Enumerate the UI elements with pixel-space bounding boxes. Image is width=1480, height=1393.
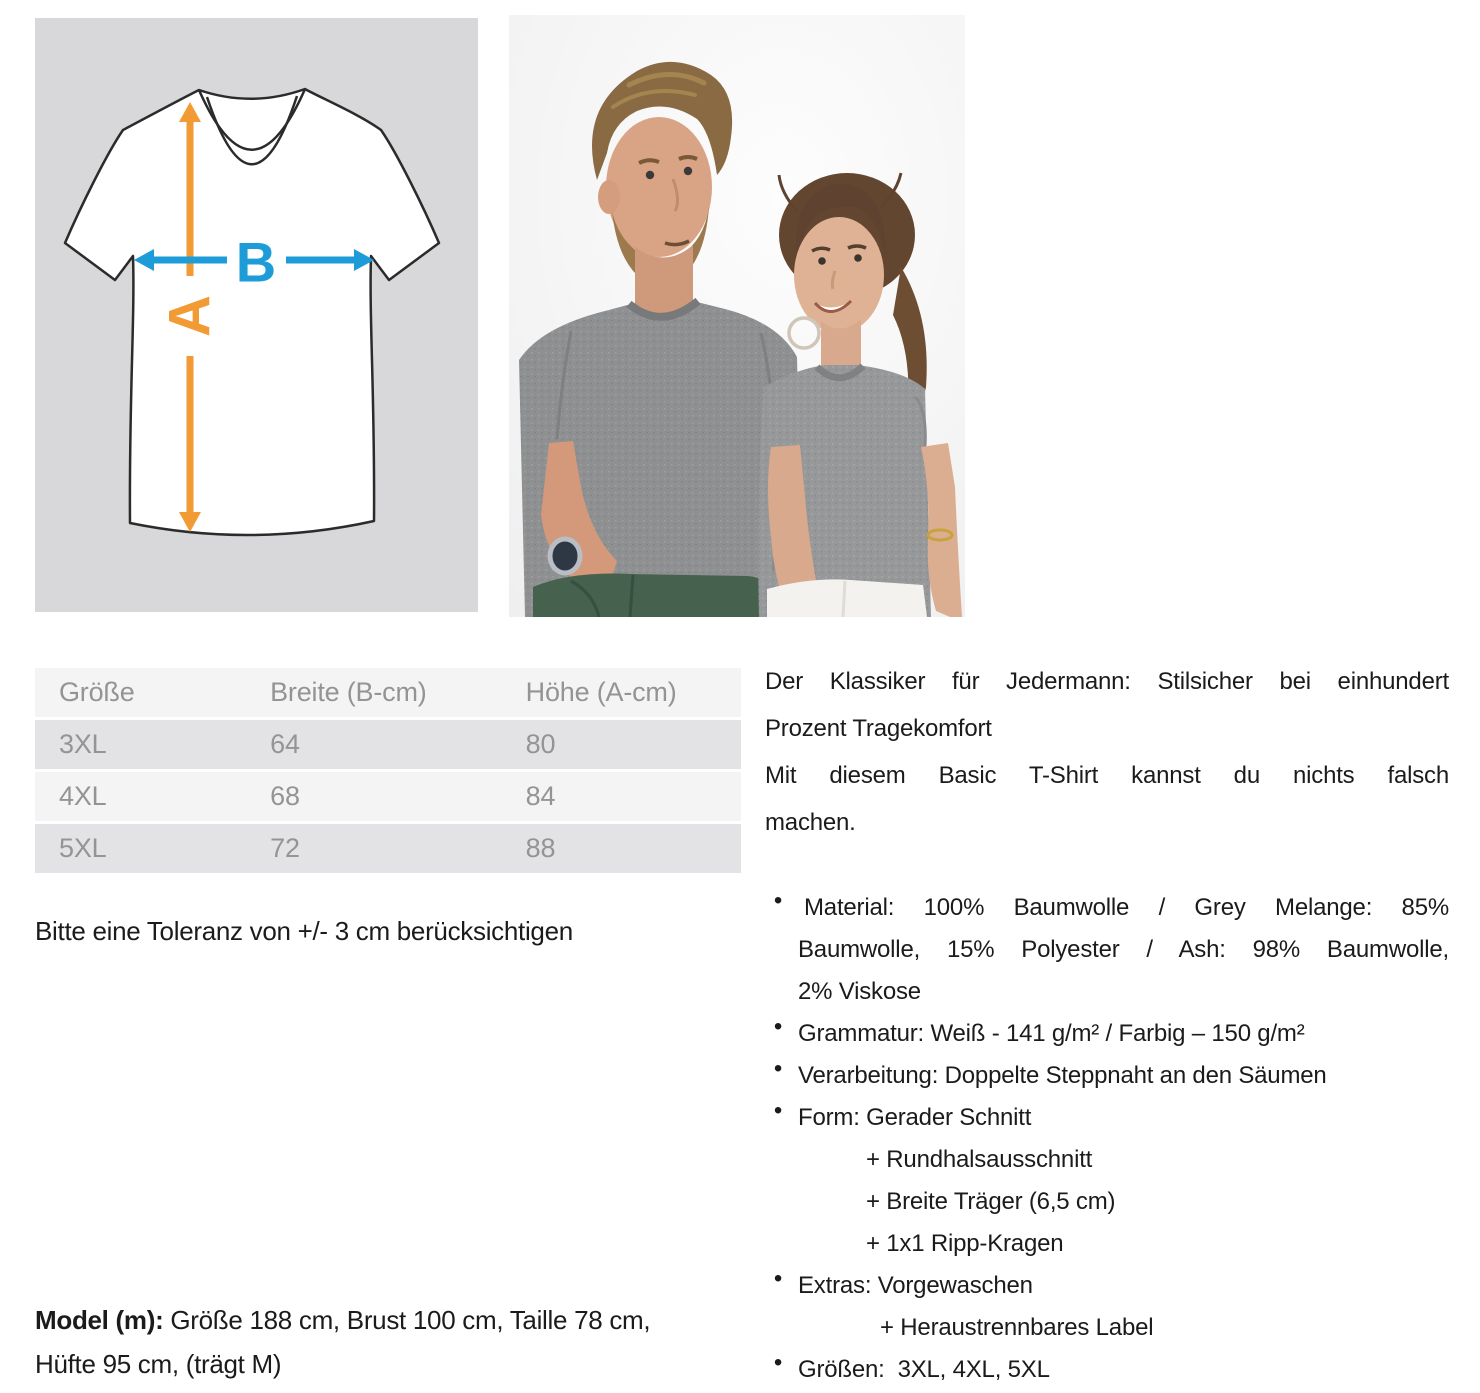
bullet-verarbeitung — [765, 1055, 1449, 1097]
bullet-extras — [765, 1265, 1449, 1307]
bullet-form — [765, 1097, 1449, 1139]
description-intro-line: Mit diesem Basic T-Shirt kannst du nichts falsch — [765, 762, 1449, 789]
model-info-label: Model (m): — [35, 1305, 164, 1335]
cell-breite: 68 — [270, 772, 526, 824]
product-photo — [509, 15, 965, 617]
cell-size: 3XL — [35, 720, 270, 772]
bullet-material — [765, 887, 1449, 1013]
description-bullet-list — [765, 887, 1449, 1391]
size-table — [35, 668, 741, 876]
table-row-4xl — [35, 772, 741, 824]
tolerance-note: Bitte eine Toleranz von +/- 3 cm berücksichtigen — [35, 916, 573, 946]
tshirt-body-shape — [65, 89, 439, 535]
model-info-line2: Hüfte 95 cm, (trägt M) — [35, 1349, 282, 1379]
bullet-icon: • — [773, 1055, 783, 1082]
model-info-line1 — [35, 1298, 745, 1342]
couple-wearing-grey-tshirts-photo — [509, 15, 965, 617]
cell-breite: 72 — [270, 824, 526, 876]
bullet-icon: • — [773, 1013, 783, 1040]
form-sub-traeger: + Breite Träger (6,5 cm) — [866, 1188, 1116, 1215]
col-header-groesse: Größe — [35, 668, 270, 720]
bullet-icon: • — [773, 1097, 783, 1124]
model-info — [35, 1298, 745, 1386]
table-row-3xl — [35, 720, 741, 772]
extras-text: Extras: Vorgewaschen — [798, 1272, 1033, 1299]
material-line1: Material: 100% Baumwolle / Grey Melange: 85% — [804, 894, 1449, 921]
bullet-icon: • — [773, 887, 783, 914]
cell-hoehe: 80 — [526, 720, 741, 772]
form-text: Form: Gerader Schnitt — [798, 1104, 1032, 1131]
size-diagram — [35, 18, 478, 612]
material-line2: Baumwolle, 15% Polyester / Ash: 98% Baumwolle, — [798, 936, 1449, 963]
measure-label-b: B — [235, 230, 277, 294]
cell-size: 5XL — [35, 824, 270, 876]
cell-size: 4XL — [35, 772, 270, 824]
extras-sub-label: + Heraustrennbares Label — [880, 1314, 1154, 1341]
description-intro-line: Prozent Tragekomfort — [765, 715, 992, 742]
model-info-details1: Größe 188 cm, Brust 100 cm, Taille 78 cm, — [163, 1305, 651, 1335]
col-header-hoehe: Höhe (A-cm) — [526, 668, 741, 720]
description-intro-line: machen. — [765, 809, 856, 836]
measure-label-a: A — [157, 295, 223, 337]
groessen-text: Größen: 3XL, 4XL, 5XL — [798, 1356, 1050, 1383]
size-table-header-row — [35, 668, 741, 720]
cell-hoehe: 84 — [526, 772, 741, 824]
bullet-icon: • — [773, 1265, 783, 1292]
col-header-breite: Breite (B-cm) — [270, 668, 526, 720]
bullet-icon: • — [773, 1349, 783, 1376]
bullet-groessen — [765, 1349, 1449, 1391]
description-intro-line: Der Klassiker für Jedermann: Stilsicher bei einhundert — [765, 668, 1449, 695]
form-sub-rundhals: + Rundhalsausschnitt — [866, 1146, 1093, 1173]
material-line3: 2% Viskose — [798, 978, 921, 1005]
cell-hoehe: 88 — [526, 824, 741, 876]
cell-breite: 64 — [270, 720, 526, 772]
tshirt-outline-illustration — [35, 18, 478, 612]
product-description — [765, 658, 1449, 1391]
form-sub-rippkragen: + 1x1 Ripp-Kragen — [866, 1230, 1064, 1257]
bullet-grammatur — [765, 1013, 1449, 1055]
grammatur-text: Grammatur: Weiß - 141 g/m² / Farbig – 150 g/m² — [798, 1020, 1305, 1047]
table-row-5xl — [35, 824, 741, 876]
verarbeitung-text: Verarbeitung: Doppelte Steppnaht an den Säumen — [798, 1062, 1327, 1089]
